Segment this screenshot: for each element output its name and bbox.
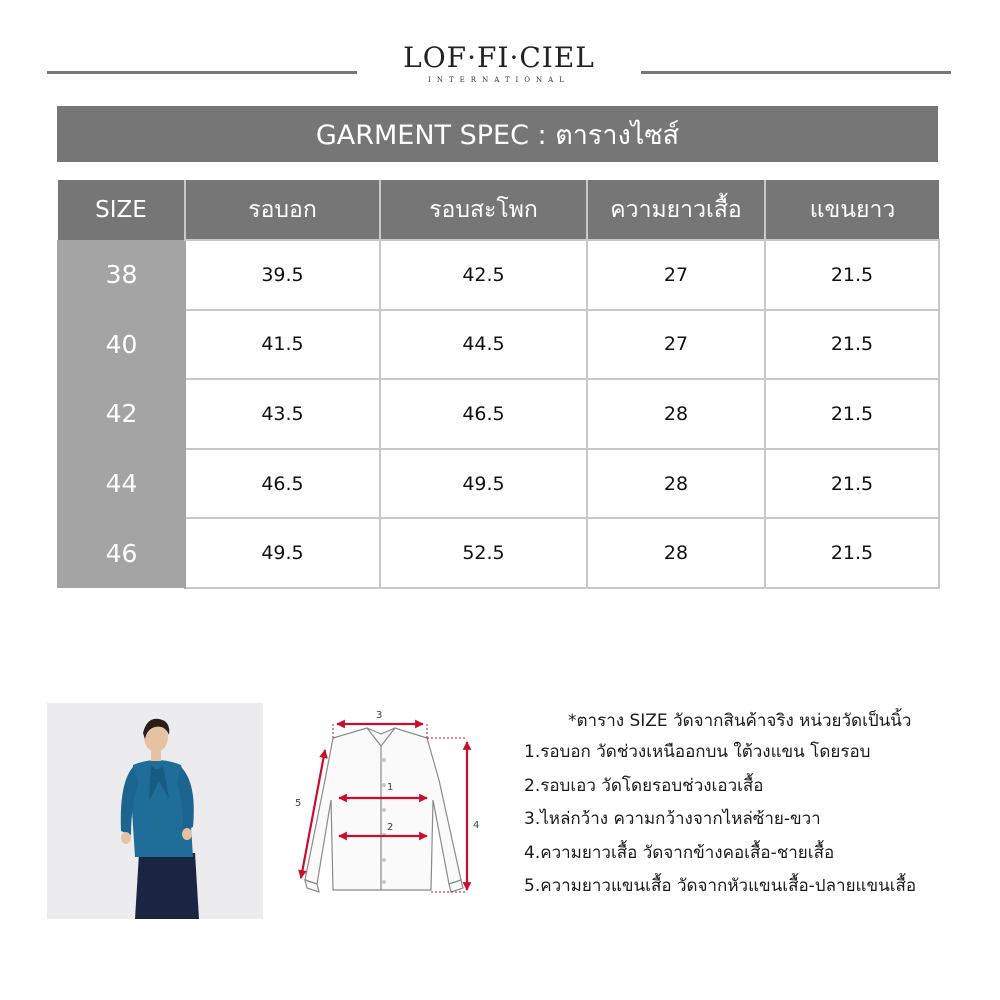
hip-cell: 52.5 (380, 518, 587, 588)
hip-cell: 44.5 (380, 310, 587, 380)
measurement-notes (524, 706, 994, 904)
chest-cell: 41.5 (185, 310, 380, 380)
header-length: ความยาวเสื้อ (587, 180, 765, 240)
brand-name: LOF·FI·CIEL (403, 41, 595, 74)
sleeve-cell: 21.5 (765, 240, 939, 310)
length-cell: 27 (587, 240, 765, 310)
chest-cell: 43.5 (185, 379, 380, 449)
diagram-label-shoulder: 3 (376, 710, 383, 721)
notes-heading: *ตาราง SIZE วัดจากสินค้าจริง หน่วยวัดเป็นนิ้ว (568, 711, 912, 731)
header-size: SIZE (58, 180, 185, 240)
size-cell: 40 (58, 310, 185, 380)
shirt-diagram (287, 700, 487, 910)
header-hip: รอบสะโพก (380, 180, 587, 240)
hip-cell: 46.5 (380, 379, 587, 449)
sleeve-cell: 21.5 (765, 310, 939, 380)
header-chest: รอบอก (185, 180, 380, 240)
diagram-label-sleeve: 5 (295, 798, 302, 809)
header-sleeve: แขนยาว (765, 180, 939, 240)
table-row (58, 240, 939, 310)
sleeve-cell: 21.5 (765, 518, 939, 588)
title-bar (57, 106, 938, 162)
note-item: 5.ความยาวแขนเสื้อ วัดจากหัวแขนเสื้อ-ปลายแขนเสื้อ (524, 876, 917, 896)
table-row (58, 379, 939, 449)
model-illustration (47, 703, 263, 919)
measurement-diagram (287, 700, 487, 910)
table-row (58, 310, 939, 380)
hip-cell: 42.5 (380, 240, 587, 310)
size-spec-table (57, 180, 940, 589)
size-cell: 42 (58, 379, 185, 449)
header-rule-right (641, 71, 951, 74)
size-cell: 44 (58, 449, 185, 519)
hip-cell: 49.5 (380, 449, 587, 519)
length-cell: 27 (587, 310, 765, 380)
diagram-label-length: 4 (473, 820, 480, 831)
length-cell: 28 (587, 379, 765, 449)
sleeve-cell: 21.5 (765, 449, 939, 519)
table-row (58, 518, 939, 588)
sleeve-cell: 21.5 (765, 379, 939, 449)
header-rule-left (47, 71, 357, 74)
brand-logo (360, 42, 638, 84)
note-item: 1.รอบอก วัดช่วงเหนืออกบน ใต้วงแขน โดยรอบ (524, 742, 871, 762)
diagram-label-chest: 1 (387, 782, 394, 793)
chest-cell: 46.5 (185, 449, 380, 519)
length-cell: 28 (587, 449, 765, 519)
chest-cell: 39.5 (185, 240, 380, 310)
note-item: 2.รอบเอว วัดโดยรอบช่วงเอวเสื้อ (524, 775, 764, 796)
table-row (58, 449, 939, 519)
chest-cell: 49.5 (185, 518, 380, 588)
brand-subtitle: INTERNATIONAL (428, 76, 570, 84)
diagram-label-waist: 2 (387, 822, 394, 833)
table-header-row (58, 180, 939, 240)
model-photo (47, 703, 263, 919)
size-cell: 46 (58, 518, 185, 588)
page-title: GARMENT SPEC : ตารางไซส์ (315, 119, 680, 151)
length-cell: 28 (587, 518, 765, 588)
note-item: 3.ไหล่กว้าง ความกว้างจากไหล่ซ้าย-ขวา (524, 809, 821, 829)
size-cell: 38 (58, 240, 185, 310)
note-item: 4.ความยาวเสื้อ วัดจากข้างคอเสื้อ-ชายเสื้อ (524, 842, 835, 863)
